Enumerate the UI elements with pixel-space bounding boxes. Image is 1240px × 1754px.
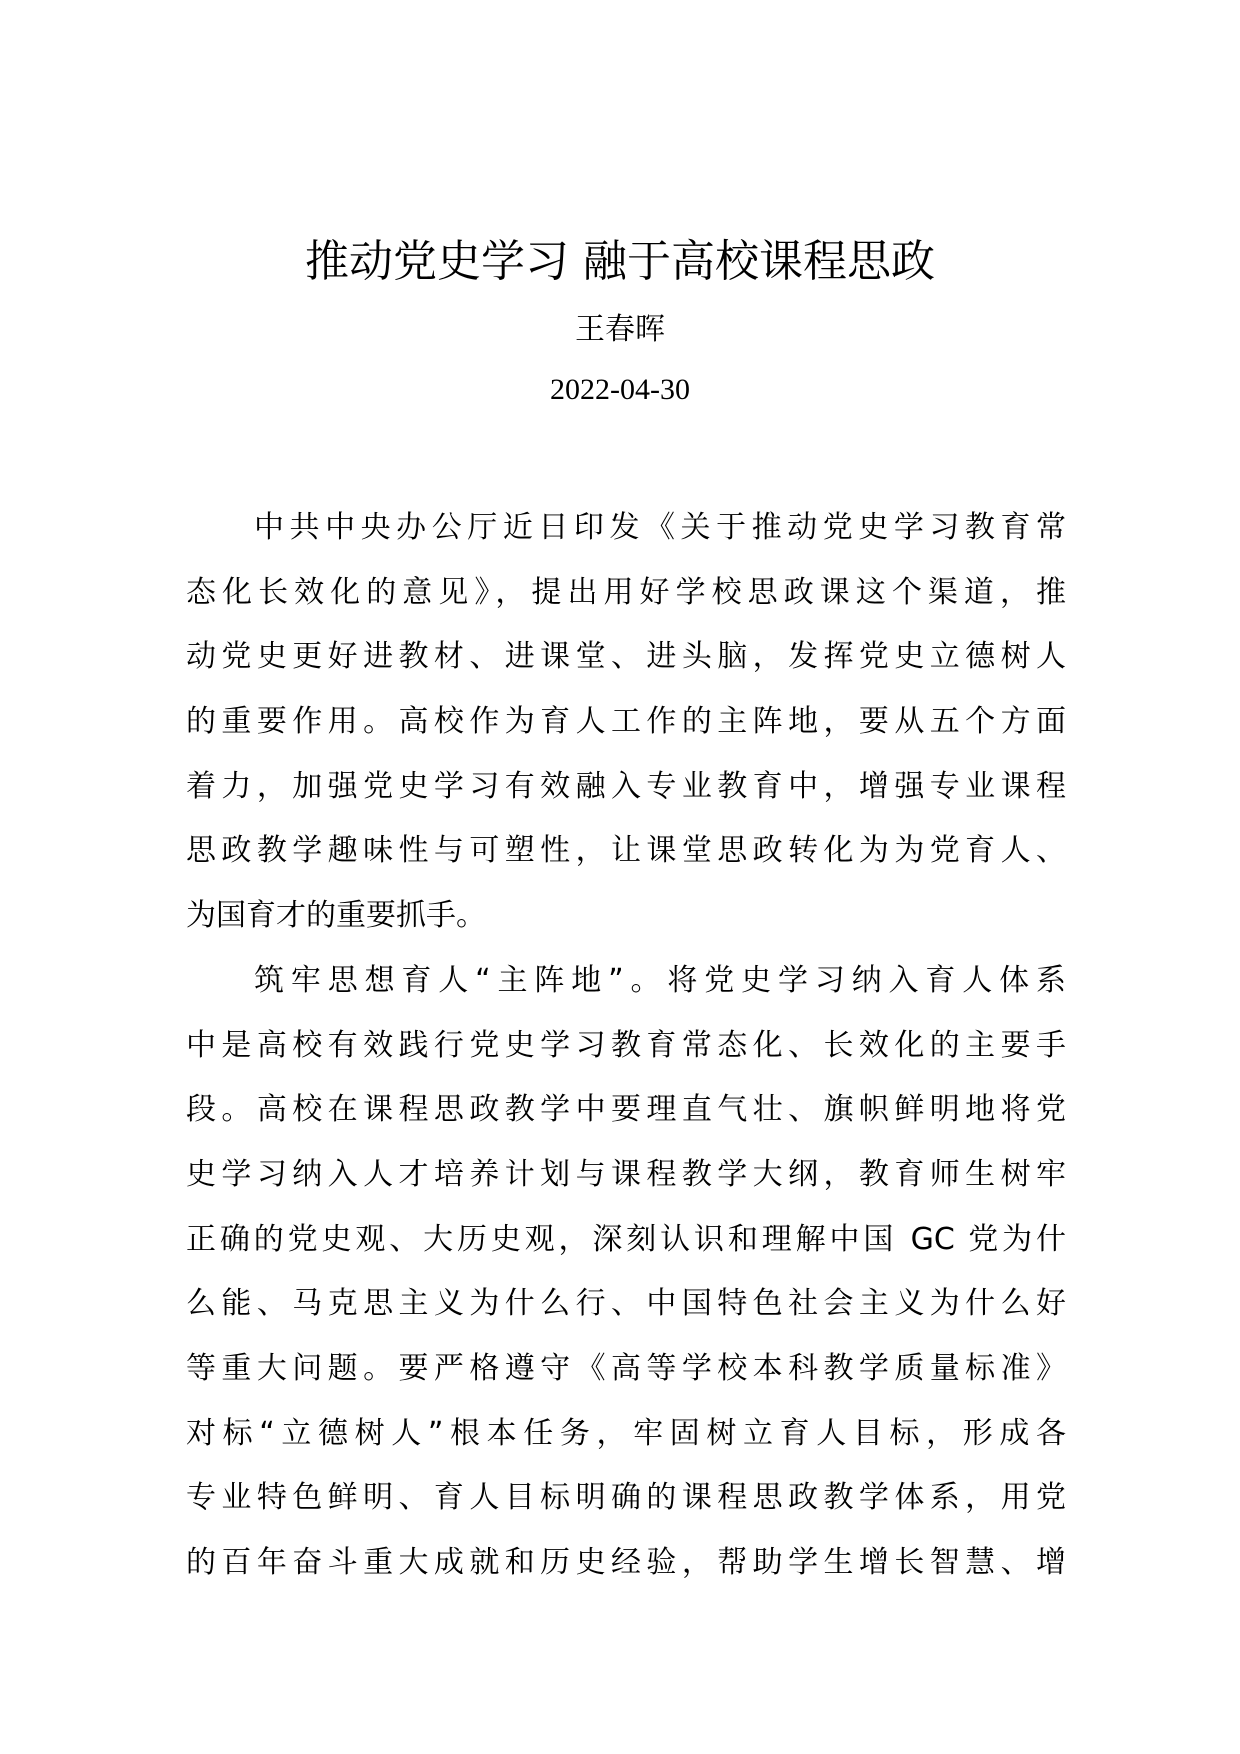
document-author: 王春晖	[575, 312, 665, 347]
paragraph-line: 着力，加强党史学习有效融入专业教育中，增强专业课程	[186, 768, 1066, 804]
paragraph-line: 正确的党史观、大历史观，深刻认识和理解中国 GC 党为什	[186, 1221, 1066, 1257]
document-body	[186, 496, 1066, 1596]
paragraph-line: 等重大问题。要严格遵守《高等学校本科教学质量标准》	[186, 1350, 1066, 1386]
paragraph-line: 么能、马克思主义为什么行、中国特色社会主义为什么好	[186, 1286, 1066, 1322]
paragraph	[186, 496, 1066, 949]
paragraph-line: 史学习纳入人才培养计划与课程教学大纲，教育师生树牢	[186, 1156, 1066, 1192]
document-title: 推动党史学习 融于高校课程思政	[305, 236, 935, 287]
paragraph-line: 对标“立德树人”根本任务，牢固树立育人目标，形成各	[186, 1415, 1066, 1451]
document-date: 2022-04-30	[550, 373, 690, 406]
paragraph-line: 筑牢思想育人“主阵地”。将党史学习纳入育人体系	[254, 962, 1066, 998]
paragraph-line: 中共中央办公厅近日印发《关于推动党史学习教育常	[254, 510, 1066, 545]
paragraph-line: 专业特色鲜明、育人目标明确的课程思政教学体系，用党	[186, 1480, 1066, 1516]
paragraph-line: 段。高校在课程思政教学中要理直气壮、旗帜鲜明地将党	[186, 1092, 1066, 1128]
paragraph-line: 态化长效化的意见》，提出用好学校思政课这个渠道，推	[186, 574, 1066, 610]
paragraph-line: 思政教学趣味性与可塑性，让课堂思政转化为为党育人、	[186, 833, 1066, 869]
paragraph-line: 中是高校有效践行党史学习教育常态化、长效化的主要手	[186, 1027, 1066, 1063]
paragraph	[186, 949, 1066, 1596]
paragraph-line: 动党史更好进教材、进课堂、进头脑，发挥党史立德树人	[186, 639, 1066, 675]
paragraph-line: 的百年奋斗重大成就和历史经验，帮助学生增长智慧、增	[186, 1545, 1066, 1580]
paragraph-line: 为国育才的重要抓手。	[186, 898, 486, 934]
paragraph-line: 的重要作用。高校作为育人工作的主阵地，要从五个方面	[186, 704, 1066, 740]
